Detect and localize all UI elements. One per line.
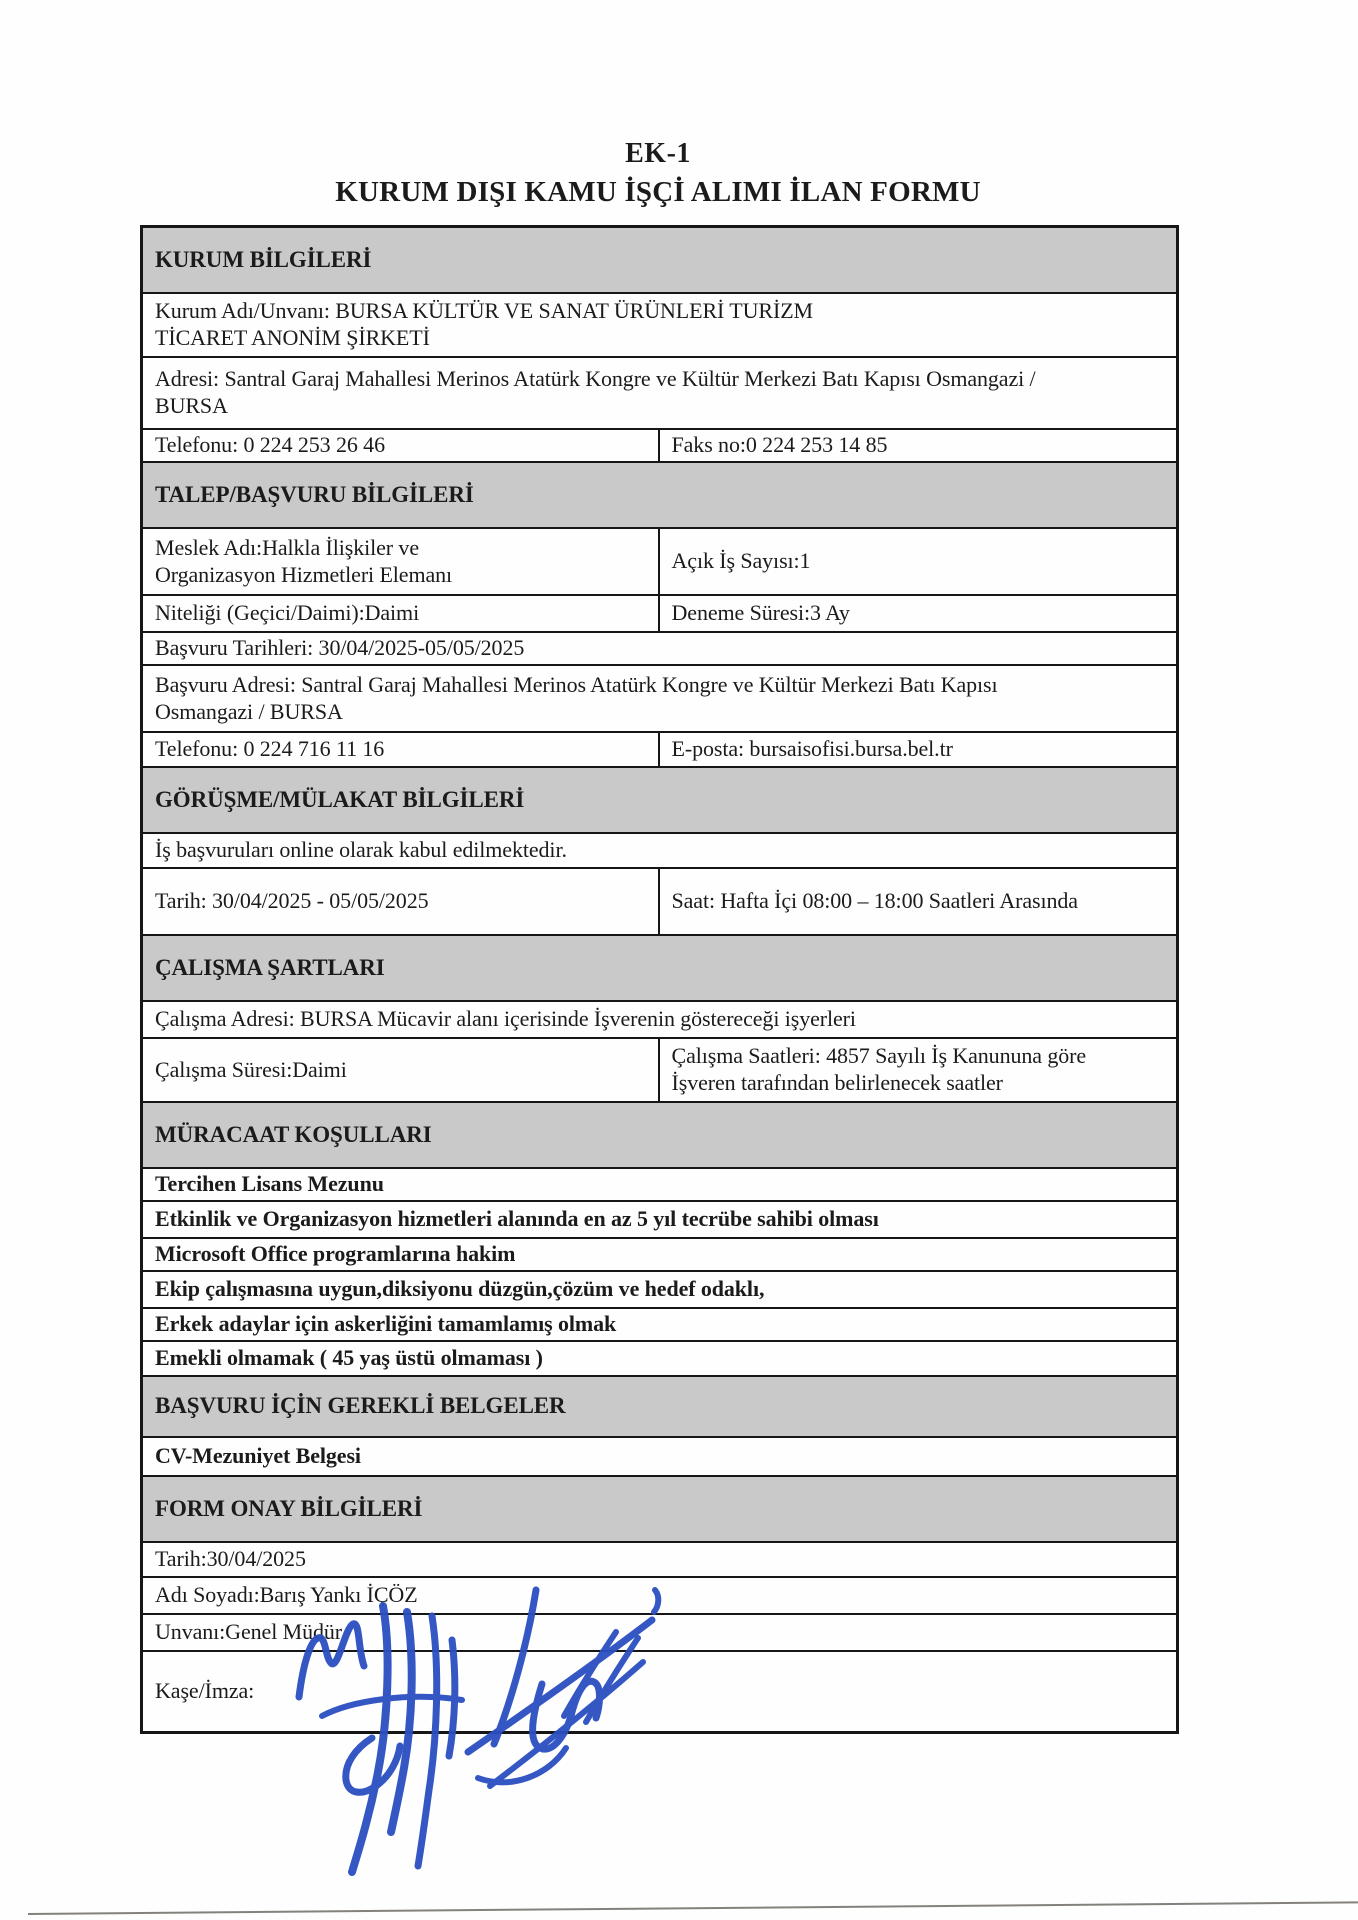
scan-artifact-line [28,1901,1358,1915]
row-basvuru-tarihleri [142,632,1178,665]
section-header: GÖRÜŞME/MÜLAKAT BİLGİLERİ [142,767,1178,833]
row-calisma-adresi [142,1001,1178,1038]
row-telefon-faks [142,429,1178,462]
row-online-basvuru [142,833,1178,868]
row-adresi [142,357,1178,429]
unvani-value: Unvanı:Genel Müdür [142,1614,1178,1651]
section-header: MÜRACAAT KOŞULLARI [142,1102,1178,1168]
mulakat-tarih-value: Tarih: 30/04/2025 - 05/05/2025 [142,868,659,935]
section-muracaat-kosullari [142,1102,1178,1168]
row-basvuru-adresi [142,665,1178,732]
adi-soyadi-value: Adı Soyadı:Barış Yankı İÇÖZ [142,1577,1178,1614]
section-gerekli-belgeler [142,1376,1178,1437]
muracaat-item [142,1168,1178,1201]
form-code: EK-1 [625,138,691,169]
row-kurum-adi [142,293,1178,357]
section-header: TALEP/BAŞVURU BİLGİLERİ [142,462,1178,528]
muracaat-item [142,1201,1178,1238]
basvuru-adresi-value: Başvuru Adresi: Santral Garaj Mahallesi Merinos Atatürk Kongre ve Kültür Merkezi Batı Kapısı Osmangazi / BURSA [155,671,998,724]
nitelik-value: Niteliği (Geçici/Daimi):Daimi [142,595,659,632]
calisma-saatleri-value: Çalışma Saatleri: 4857 Sayılı İş Kanununa göre İşveren tarafından belirlenecek saatler [671,1043,1087,1095]
section-header: FORM ONAY BİLGİLERİ [142,1476,1178,1542]
row-adi-soyadi [142,1577,1178,1614]
meslek-value: Meslek Adı:Halkla İlişkiler ve Organizasyon Hizmetleri Elemanı [155,534,453,587]
online-basvuru-value: İş başvuruları online olarak kabul edilmektedir. [142,833,1178,868]
deneme-value: Deneme Süresi:3 Ay [659,595,1178,632]
section-form-onay [142,1476,1178,1542]
basvuru-tarihleri-value: Başvuru Tarihleri: 30/04/2025-05/05/2025 [142,632,1178,665]
section-talep-basvuru [142,462,1178,528]
telefon2-value: Telefonu: 0 224 716 11 16 [142,732,659,767]
muracaat-item-6: Emekli olmamak ( 45 yaş üstü olmaması ) [142,1341,1178,1376]
muracaat-item-3: Microsoft Office programlarına hakim [142,1238,1178,1271]
muracaat-item [142,1341,1178,1376]
muracaat-item-5: Erkek adaylar için askerliğini tamamlamış olmak [142,1308,1178,1341]
row-kase-imza [142,1651,1178,1733]
kase-imza-label: Kaşe/İmza: [142,1651,1178,1733]
muracaat-item-4: Ekip çalışmasına uygun,diksiyonu düzgün,çözüm ve hedef odaklı, [142,1271,1178,1308]
row-unvani [142,1614,1178,1651]
faks-value: Faks no:0 224 253 14 85 [659,429,1178,462]
row-meslek-acikis [142,528,1178,595]
kurum-adi-value: Kurum Adı/Unvanı: BURSA KÜLTÜR VE SANAT ÜRÜNLERİ TURİZM TİCARET ANONİM ŞİRKETİ [155,298,814,350]
muracaat-item [142,1271,1178,1308]
row-onay-tarih [142,1542,1178,1577]
calisma-suresi-value: Çalışma Süresi:Daimi [142,1038,659,1102]
row-telefon-eposta [142,732,1178,767]
section-header: KURUM BİLGİLERİ [142,227,1178,294]
muracaat-item-2: Etkinlik ve Organizasyon hizmetleri alanında en az 5 yıl tecrübe sahibi olması [142,1201,1178,1238]
section-calisma-sartlari [142,935,1178,1001]
row-sure-saatler [142,1038,1178,1102]
onay-tarih-value: Tarih:30/04/2025 [142,1542,1178,1577]
section-kurum-bilgileri [142,227,1178,294]
row-tarih-saat [142,868,1178,935]
eposta-value: E-posta: bursaisofisi.bursa.bel.tr [659,732,1178,767]
acik-is-value: Açık İş Sayısı:1 [659,528,1178,595]
muracaat-item [142,1238,1178,1271]
muracaat-item-1: Tercihen Lisans Mezunu [142,1168,1178,1201]
muracaat-item [142,1308,1178,1341]
row-nitelik-deneme [142,595,1178,632]
calisma-adresi-value: Çalışma Adresi: BURSA Mücavir alanı içerisinde İşverenin göstereceği işyerleri [142,1001,1178,1038]
row-cv-belgesi [142,1437,1178,1476]
telefon-value: Telefonu: 0 224 253 26 46 [142,429,659,462]
section-header: ÇALIŞMA ŞARTLARI [142,935,1178,1001]
adresi-value: Adresi: Santral Garaj Mahallesi Merinos Atatürk Kongre ve Kültür Merkezi Batı Kapısı Osmangazi / BURSA [155,366,1036,418]
form-table [140,225,1179,1734]
section-header: BAŞVURU İÇİN GEREKLİ BELGELER [142,1376,1178,1437]
section-gorusme-mulakat [142,767,1178,833]
form-title: KURUM DIŞI KAMU İŞÇİ ALIMI İLAN FORMU [335,176,981,208]
mulakat-saat-value: Saat: Hafta İçi 08:00 – 18:00 Saatleri Arasında [671,888,1078,914]
cv-belgesi-value: CV-Mezuniyet Belgesi [142,1437,1178,1476]
